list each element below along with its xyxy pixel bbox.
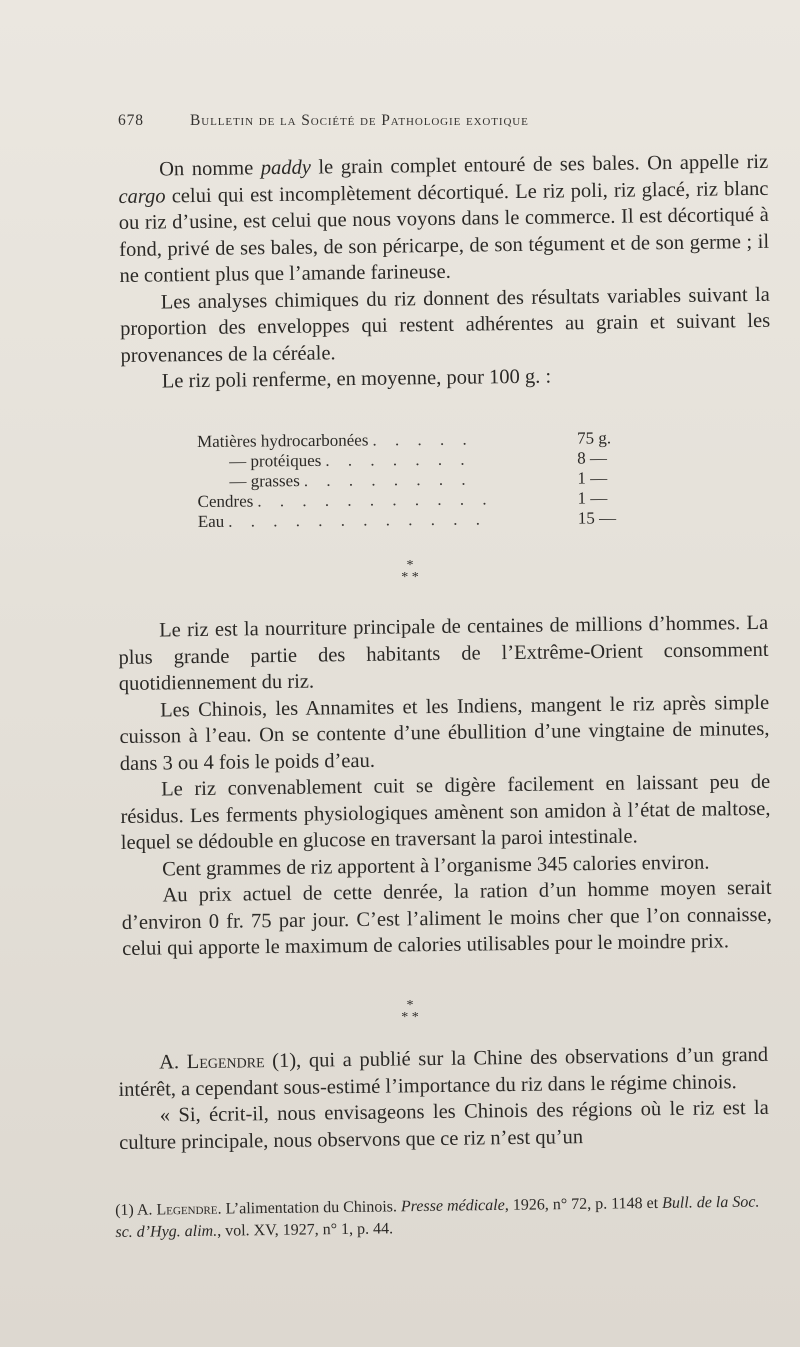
paragraph-quotation: « Si, écrit-il, nous envisageons les Chinois des régions où le riz est la culture principale, nous observons que ce riz n’est qu’un xyxy=(119,1096,769,1154)
composition-value: 1 — xyxy=(577,468,608,488)
text-run: (1) A. xyxy=(115,1201,157,1219)
text-run: (1), qui a publié sur la Chine des observations d’un grand intérêt, a cependant sous-estimé l’importance du riz dans le régime chinois. xyxy=(118,1043,769,1101)
separator-star-top: * xyxy=(406,558,414,573)
term-cargo: cargo xyxy=(118,184,166,208)
running-title: Bulletin de la Société de Pathologie exotique xyxy=(190,112,529,129)
text-run: On nomme xyxy=(159,157,261,181)
text-run: le grain complet entouré de ses bales. On appelle riz xyxy=(310,150,769,179)
text-run: . L’alimentation du Chinois. xyxy=(217,1198,402,1218)
page-number: 678 xyxy=(118,112,144,129)
composition-label: — grasses xyxy=(229,471,300,491)
journal-title: Presse médicale xyxy=(400,1196,505,1216)
section-separator xyxy=(390,1000,430,1024)
dot-leader: . . . . . . . . . . . . xyxy=(228,509,488,531)
journal-title: Bull. de la Soc. sc. d’Hyg. alim. xyxy=(115,1193,760,1241)
footnote-text xyxy=(115,1191,771,1244)
separator-star-top: * xyxy=(406,998,414,1013)
composition-label: Matières hydrocarbonées xyxy=(197,430,369,451)
paragraph-calories: Cent grammes de riz apportent à l’organisme 345 calories environ. xyxy=(162,851,710,880)
paragraph-staple-food: Le riz est la nourriture principale de centaines de millions d’hommes. La plus grande partie des habitants de l’Extrême-Orient consomment quotidiennement du riz. xyxy=(118,611,769,695)
intro-section xyxy=(118,149,771,396)
composition-value: 15 — xyxy=(577,508,617,528)
page-header xyxy=(118,112,678,136)
composition-label: Cendres xyxy=(197,491,254,511)
separator-stars-bottom: * * xyxy=(401,570,419,585)
composition-value: 75 g. xyxy=(576,428,612,448)
footnote-author: Legendre xyxy=(156,1200,218,1219)
paragraph-definitions xyxy=(118,149,770,290)
paragraph-price: Au prix actuel de cette denrée, la ration d’un homme moyen serait d’environ 0 fr. 75 par jour. C’est l’aliment le moins cher que l’on connaisse, celui qui apporte le maximum de calories utilisables pour le moindre prix. xyxy=(121,876,772,960)
composition-table xyxy=(197,428,648,532)
paragraph-digestion: Le riz convenablement cuit se digère facilement en laissant peu de résidus. Les ferments physiologiques amènent son amidon à l’état de maltose, lequel se dédouble en glucose en traversant la paroi intestinale. xyxy=(120,770,771,854)
paragraph-legendre xyxy=(118,1042,769,1103)
footnote xyxy=(115,1191,771,1244)
paragraph-analyses: Les analyses chimiques du riz donnent des résultats variables suivant la proportion des enveloppes qui restent adhérentes au grain et suivant les provenances de la céréale. xyxy=(120,283,771,367)
dot-leader: . . . . . . . . . . . xyxy=(257,489,494,511)
section-separator xyxy=(390,560,430,584)
text-run: , 1926, n° 72, p. 1148 et xyxy=(504,1194,663,1214)
composition-label: Eau xyxy=(197,511,225,531)
text-run: , vol. XV, 1927, n° 1, p. 44. xyxy=(217,1220,394,1240)
legendre-section xyxy=(118,1042,769,1156)
paragraph-cooking: Les Chinois, les Annamites et les Indiens, mangent le riz après simple cuisson à l’eau. On se contente d’une ébullition d’une vingtaine de minutes, dans 3 ou 4 fois le poids d’eau. xyxy=(119,691,770,775)
composition-value: 1 — xyxy=(577,488,608,508)
author-name: A. Legendre xyxy=(159,1050,265,1074)
dot-leader: . . . . . . . xyxy=(325,449,472,470)
composition-row xyxy=(198,508,648,532)
term-paddy: paddy xyxy=(260,156,312,180)
composition-value: 8 — xyxy=(577,448,608,468)
rice-consumption-section xyxy=(118,610,772,963)
paragraph-composition-intro: Le riz poli renferme, en moyenne, pour 100 g. : xyxy=(161,365,552,393)
dot-leader: . . . . . xyxy=(372,429,474,450)
composition-label: — protéiques xyxy=(229,450,322,471)
dot-leader: . . . . . . . . xyxy=(303,469,473,491)
separator-stars-bottom: * * xyxy=(401,1010,419,1025)
text-run: celui qui est incomplètement décortiqué. Le riz poli, riz glacé, riz blanc ou riz d’usine, est celui que nous voyons dans le commerce. Il est décortiqué à fond, privé de ses bales, de son péricarpe, de son tégument et de son germe ; il ne contient plus que l’amande farineuse. xyxy=(118,177,770,287)
